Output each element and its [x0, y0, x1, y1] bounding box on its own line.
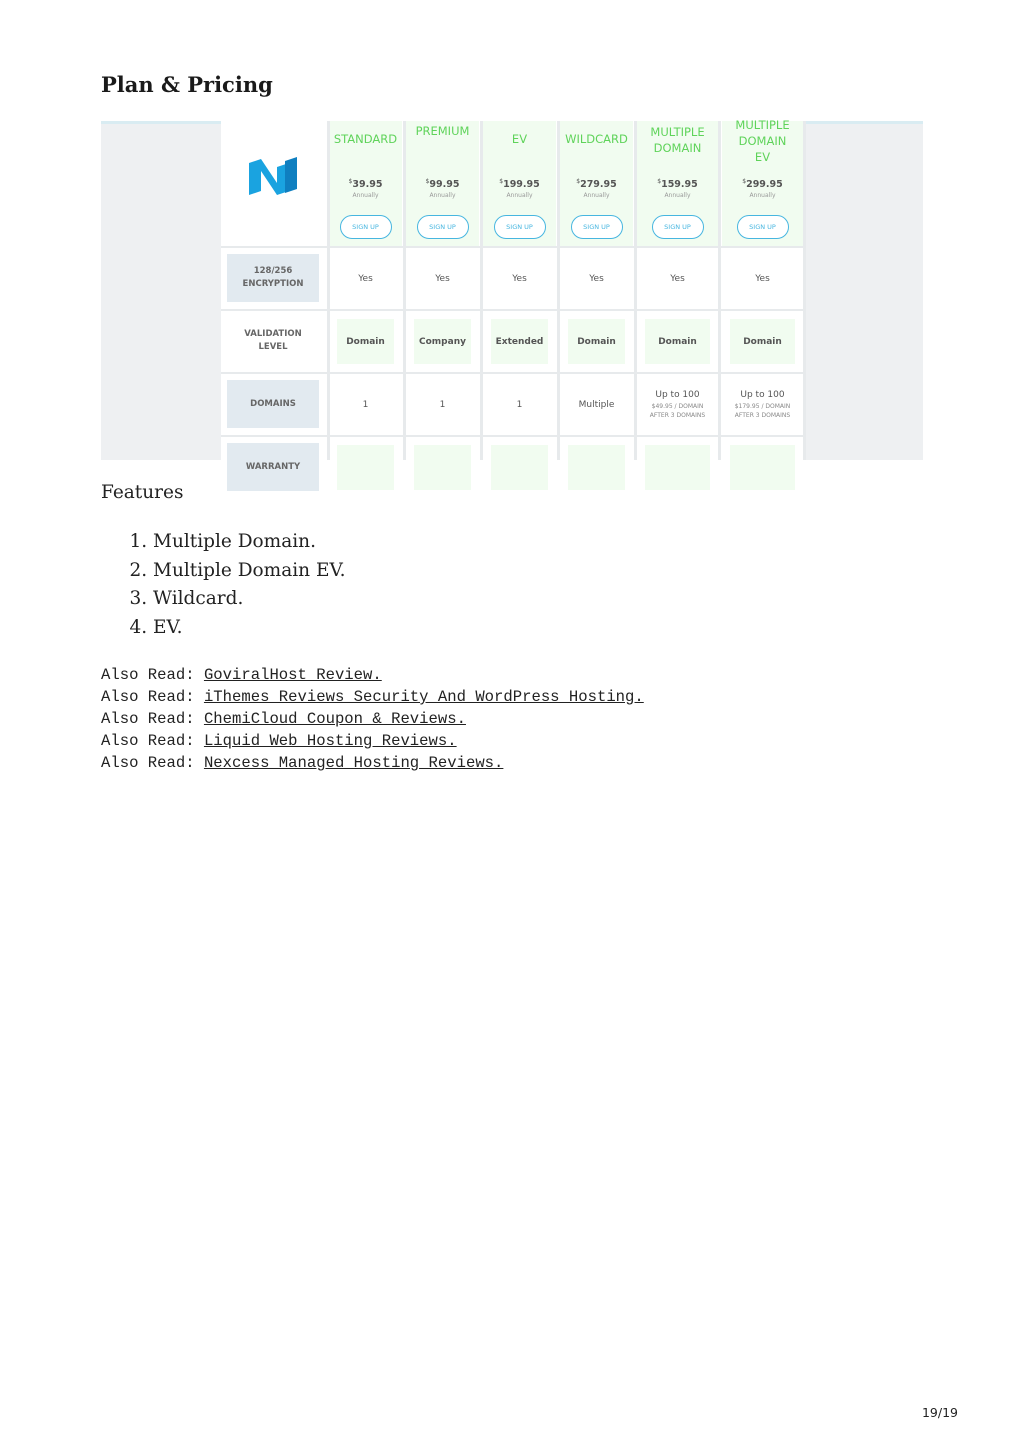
cell-value: Domain — [743, 336, 782, 347]
cell-value: Company — [419, 336, 466, 347]
table-cell — [483, 248, 556, 309]
plan-price — [406, 178, 479, 190]
plan-column — [329, 121, 402, 246]
also-read-link[interactable]: iThemes Reviews Security And WordPress Hosting. — [203, 688, 644, 706]
sign-up-button[interactable]: SIGN UP — [494, 215, 546, 239]
plan-name: STANDARD — [333, 132, 398, 146]
plan-column — [637, 121, 718, 246]
also-read-prefix: Also Read: — [101, 666, 204, 684]
table-cell — [406, 248, 479, 309]
plan-column — [406, 121, 479, 246]
table-cell — [414, 319, 471, 364]
cell-value: Yes — [589, 273, 604, 284]
currency-symbol: $ — [425, 178, 430, 185]
features-list — [101, 528, 345, 642]
cell-value: Domain — [346, 336, 385, 347]
also-read-item — [101, 708, 644, 730]
also-read-item — [101, 730, 644, 752]
sign-up-button[interactable]: SIGN UP — [340, 215, 392, 239]
pricing-table-image — [101, 118, 923, 472]
sign-up-button[interactable]: SIGN UP — [417, 215, 469, 239]
table-cell — [730, 445, 795, 490]
column-divider — [480, 121, 483, 460]
list-item: 2. Multiple Domain EV. — [153, 557, 345, 586]
plan-name: MULTIPLE DOMAIN — [650, 125, 705, 155]
currency-symbol: $ — [576, 178, 581, 185]
billing-period: Annually — [583, 192, 610, 199]
plan-price — [637, 178, 718, 190]
column-divider — [634, 121, 637, 460]
cell-value: Yes — [512, 273, 527, 284]
also-read-prefix: Also Read: — [101, 754, 204, 772]
plan-column — [560, 121, 633, 246]
cell-value: Up to 100 — [740, 389, 785, 400]
row-label: 128/256 ENCRYPTION — [227, 254, 319, 302]
cell-value: Up to 100 — [655, 389, 700, 400]
plan-name: PREMIUM — [415, 124, 470, 138]
also-read-link[interactable]: Liquid Web Hosting Reviews. — [203, 732, 457, 750]
also-read-link[interactable]: Nexcess Managed Hosting Reviews. — [203, 754, 504, 772]
cell-value: Extended — [495, 336, 544, 347]
page-number: 19/19 — [921, 1405, 958, 1420]
cell-value: Yes — [670, 273, 685, 284]
sign-up-button[interactable]: SIGN UP — [737, 215, 789, 239]
also-read-item — [101, 686, 644, 708]
billing-period: Annually — [429, 192, 456, 199]
plan-name: WILDCARD — [565, 132, 628, 146]
table-cell — [329, 374, 402, 435]
cell-subtext: $49.95 / DOMAIN AFTER 3 DOMAINS — [649, 402, 706, 419]
currency-symbol: $ — [348, 178, 353, 185]
table-cell — [568, 319, 625, 364]
cell-value: Yes — [755, 273, 770, 284]
list-item: 4. EV. — [153, 614, 345, 643]
sign-up-button[interactable]: SIGN UP — [571, 215, 623, 239]
cell-value: 1 — [439, 399, 446, 410]
table-cell — [560, 248, 633, 309]
table-cell — [722, 248, 803, 309]
price-value: 199.95 — [503, 179, 540, 191]
table-cell — [329, 248, 402, 309]
plan-name: EV — [511, 132, 528, 146]
section-heading: Plan & Pricing — [101, 72, 273, 97]
price-value: 39.95 — [352, 179, 383, 191]
cell-value: Yes — [358, 273, 373, 284]
cell-value: 1 — [362, 399, 369, 410]
column-divider — [327, 121, 330, 460]
billing-period: Annually — [664, 192, 691, 199]
also-read-item — [101, 664, 644, 686]
billing-period: Annually — [506, 192, 533, 199]
column-divider — [803, 121, 806, 460]
plan-column — [722, 118, 803, 246]
cell-value: Domain — [658, 336, 697, 347]
cell-value: Multiple — [578, 399, 615, 410]
table-cell — [637, 248, 718, 309]
table-cell — [483, 374, 556, 435]
table-cell — [568, 445, 625, 490]
billing-period: Annually — [749, 192, 776, 199]
column-divider — [718, 121, 721, 460]
table-cell — [406, 374, 479, 435]
plan-price — [483, 178, 556, 190]
row-label: VALIDATION LEVEL — [244, 329, 302, 352]
cell-value: Yes — [435, 273, 450, 284]
billing-period: Annually — [352, 192, 379, 199]
row-label: WARRANTY — [227, 443, 319, 491]
table-cell — [645, 319, 710, 364]
table-cell — [414, 445, 471, 490]
also-read-link[interactable]: GoviralHost Review. — [203, 666, 382, 684]
price-value: 299.95 — [746, 179, 783, 191]
cell-subtext: $179.95 / DOMAIN AFTER 3 DOMAINS — [734, 402, 791, 419]
currency-symbol: $ — [742, 178, 747, 185]
plan-price — [560, 178, 633, 190]
plan-price — [329, 178, 402, 190]
plan-name: MULTIPLE DOMAIN EV — [735, 118, 790, 164]
plan-column — [483, 121, 556, 246]
features-title: Features — [101, 482, 184, 503]
table-cell — [637, 374, 718, 435]
n-logo-icon — [247, 157, 299, 197]
also-read-link[interactable]: ChemiCloud Coupon & Reviews. — [203, 710, 466, 728]
sign-up-button[interactable]: SIGN UP — [652, 215, 704, 239]
also-read-prefix: Also Read: — [101, 732, 204, 750]
table-cell — [722, 374, 803, 435]
currency-symbol: $ — [657, 178, 662, 185]
table-cell — [337, 319, 394, 364]
column-divider — [557, 121, 560, 460]
also-read-list — [101, 664, 644, 774]
table-cell — [730, 319, 795, 364]
table-cell — [645, 445, 710, 490]
currency-symbol: $ — [499, 178, 504, 185]
table-cell — [337, 445, 394, 490]
also-read-prefix: Also Read: — [101, 710, 204, 728]
price-value: 279.95 — [580, 179, 617, 191]
table-cell — [491, 319, 548, 364]
price-value: 159.95 — [661, 179, 698, 191]
column-divider — [403, 121, 406, 460]
cell-value: 1 — [516, 399, 523, 410]
table-cell — [560, 374, 633, 435]
row-label: DOMAINS — [227, 380, 319, 428]
list-item: 1. Multiple Domain. — [153, 528, 345, 557]
list-item: 3. Wildcard. — [153, 585, 345, 614]
plan-price — [722, 178, 803, 190]
cell-value: Domain — [577, 336, 616, 347]
price-value: 99.95 — [429, 179, 460, 191]
also-read-prefix: Also Read: — [101, 688, 204, 706]
table-cell — [491, 445, 548, 490]
also-read-item — [101, 752, 644, 774]
